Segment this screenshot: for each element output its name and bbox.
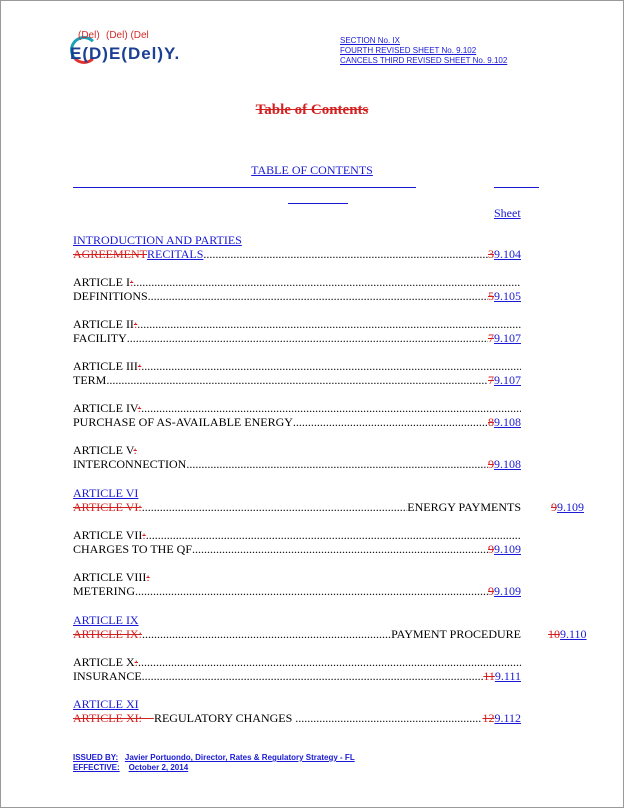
old-page: 7 xyxy=(488,373,494,387)
article-title: TERM xyxy=(73,373,107,387)
article-title: PURCHASE OF AS-AVAILABLE ENERGY xyxy=(73,415,293,429)
toc-row xyxy=(73,275,521,289)
sheet-number xyxy=(548,627,587,641)
old-page: 7 xyxy=(488,331,494,345)
new-page: 9.107 xyxy=(494,373,521,387)
leader-dots xyxy=(192,542,488,556)
logo-del-mark: (Del) xyxy=(78,30,100,41)
new-page: 9.110 xyxy=(560,627,587,641)
toc-row xyxy=(73,528,521,542)
deleted-text: AGREEMENT xyxy=(73,247,147,261)
article-label: ARTICLE V xyxy=(73,443,134,457)
article-title: INSURANCE xyxy=(73,669,142,683)
sheet-header xyxy=(340,36,507,66)
old-page: 9 xyxy=(488,584,494,598)
leader-dots xyxy=(106,373,488,387)
divider xyxy=(288,203,348,204)
article-label: ARTICLE III xyxy=(73,359,138,373)
old-page: 3 xyxy=(488,247,494,261)
article-label: ARTICLE II xyxy=(73,317,134,331)
leader-dots xyxy=(203,247,488,261)
toc-row xyxy=(73,457,521,471)
leader-dots xyxy=(293,415,488,429)
leader-dots xyxy=(142,500,408,514)
new-page: 9.109 xyxy=(557,500,584,514)
issuance-footer xyxy=(73,753,355,773)
company-logo xyxy=(70,30,190,70)
new-page: 9.108 xyxy=(494,415,521,429)
article-title: PAYMENT PROCEDURE xyxy=(391,627,521,641)
toc-row xyxy=(73,627,521,641)
deleted-text: : xyxy=(137,359,142,373)
old-page: 9 xyxy=(488,542,494,556)
new-page: 9.108 xyxy=(494,457,521,471)
article-title: INTERCONNECTION xyxy=(73,457,187,471)
new-page: 9.109 xyxy=(494,584,521,598)
old-page: 12 xyxy=(482,711,495,725)
revised-sheet: FOURTH REVISED SHEET No. 9.102 xyxy=(340,46,477,55)
effective-label: EFFECTIVE: xyxy=(73,763,120,772)
leader-dots xyxy=(138,655,521,669)
leader-dots xyxy=(135,584,488,598)
toc-row xyxy=(73,359,521,373)
deleted-text: ARTICLE VI: xyxy=(73,500,142,514)
article-title: CHARGES TO THE QF xyxy=(73,542,193,556)
new-page: 9.112 xyxy=(494,711,521,725)
sheet-column-label: Sheet xyxy=(494,206,521,220)
toc-row xyxy=(73,570,521,584)
toc-row xyxy=(73,584,521,598)
article-title: DEFINITIONS xyxy=(73,289,148,303)
intro-heading: INTRODUCTION AND PARTIES xyxy=(73,233,242,247)
deleted-text: ARTICLE XI: xyxy=(73,711,142,725)
old-page: 9 xyxy=(551,500,557,514)
article-label: ARTICLE XI xyxy=(73,697,139,711)
toc-heading: TABLE OF CONTENTS xyxy=(251,163,373,177)
old-page: 11 xyxy=(483,669,495,683)
issued-value: Javier Portuondo, Director, Rates & Regulatory Strategy - FL xyxy=(124,753,355,762)
toc-row xyxy=(73,500,521,514)
deleted-text: : xyxy=(142,528,146,542)
toc-row xyxy=(73,317,521,331)
leader-dots xyxy=(141,401,521,415)
divider xyxy=(494,187,539,188)
leader-dots xyxy=(142,669,484,683)
new-page: 9.105 xyxy=(494,289,521,303)
deleted-text: : xyxy=(137,401,142,415)
leader-dots xyxy=(186,457,488,471)
article-label: ARTICLE IV xyxy=(73,401,138,415)
deleted-text: : xyxy=(133,317,138,331)
leader-dots xyxy=(137,317,521,331)
article-label: ARTICLE VI xyxy=(73,486,139,500)
toc-row xyxy=(73,711,521,725)
toc-row xyxy=(73,542,521,556)
divider xyxy=(73,187,416,188)
effective-value: October 2, 2014 xyxy=(128,763,189,772)
toc-row xyxy=(73,669,521,683)
deleted-text: : xyxy=(133,443,137,457)
inserted-text: RECITALS xyxy=(147,247,204,261)
leader-dots xyxy=(133,275,521,289)
leader-dots xyxy=(141,359,521,373)
deleted-text: ARTICLE IX: xyxy=(73,627,142,641)
toc-row xyxy=(73,289,521,303)
deleted-text: : xyxy=(146,570,150,584)
old-page: 10 xyxy=(548,627,560,641)
new-page: 9.104 xyxy=(494,247,521,261)
section-number: SECTION No. IX xyxy=(340,36,401,45)
cancels-sheet: CANCELS THIRD REVISED SHEET No. 9.102 xyxy=(340,56,508,65)
toc-row xyxy=(73,331,521,345)
sheet-number xyxy=(551,500,584,514)
article-title: ENERGY PAYMENTS xyxy=(407,500,521,514)
article-label: ARTICLE I xyxy=(73,275,130,289)
old-page: 9 xyxy=(488,457,494,471)
leader-dots xyxy=(127,331,488,345)
article-title: FACILITY xyxy=(73,331,127,345)
leader-dots xyxy=(146,528,521,542)
article-title: METERING xyxy=(73,584,135,598)
article-title: REGULATORY CHANGES xyxy=(153,711,293,725)
article-label: ARTICLE X xyxy=(73,655,135,669)
logo-del-mark: (Del) (Del xyxy=(106,30,149,41)
article-label: ARTICLE IX xyxy=(73,613,139,627)
issued-label: ISSUED BY: xyxy=(73,753,119,762)
toc-row xyxy=(73,443,521,457)
old-page: 8 xyxy=(488,415,494,429)
toc-row xyxy=(73,655,521,669)
new-page: 9.107 xyxy=(494,331,521,345)
toc-row xyxy=(73,401,521,415)
old-page: 5 xyxy=(488,289,494,303)
leader-dots xyxy=(148,289,488,303)
leader-dots xyxy=(295,711,482,725)
article-label: ARTICLE VII xyxy=(73,528,143,542)
deleted-text: : xyxy=(134,655,138,669)
toc-row xyxy=(73,415,521,429)
logo-text: E(D)E(Del)Y. xyxy=(70,44,181,63)
new-page: 9.109 xyxy=(494,542,521,556)
page-title: Table of Contents xyxy=(255,102,369,118)
article-label: ARTICLE VIII xyxy=(73,570,147,584)
toc-row xyxy=(73,247,521,261)
deleted-text: : xyxy=(129,275,134,289)
leader-dots xyxy=(142,627,391,641)
new-page: 9.111 xyxy=(494,669,521,683)
toc-row xyxy=(73,373,521,387)
